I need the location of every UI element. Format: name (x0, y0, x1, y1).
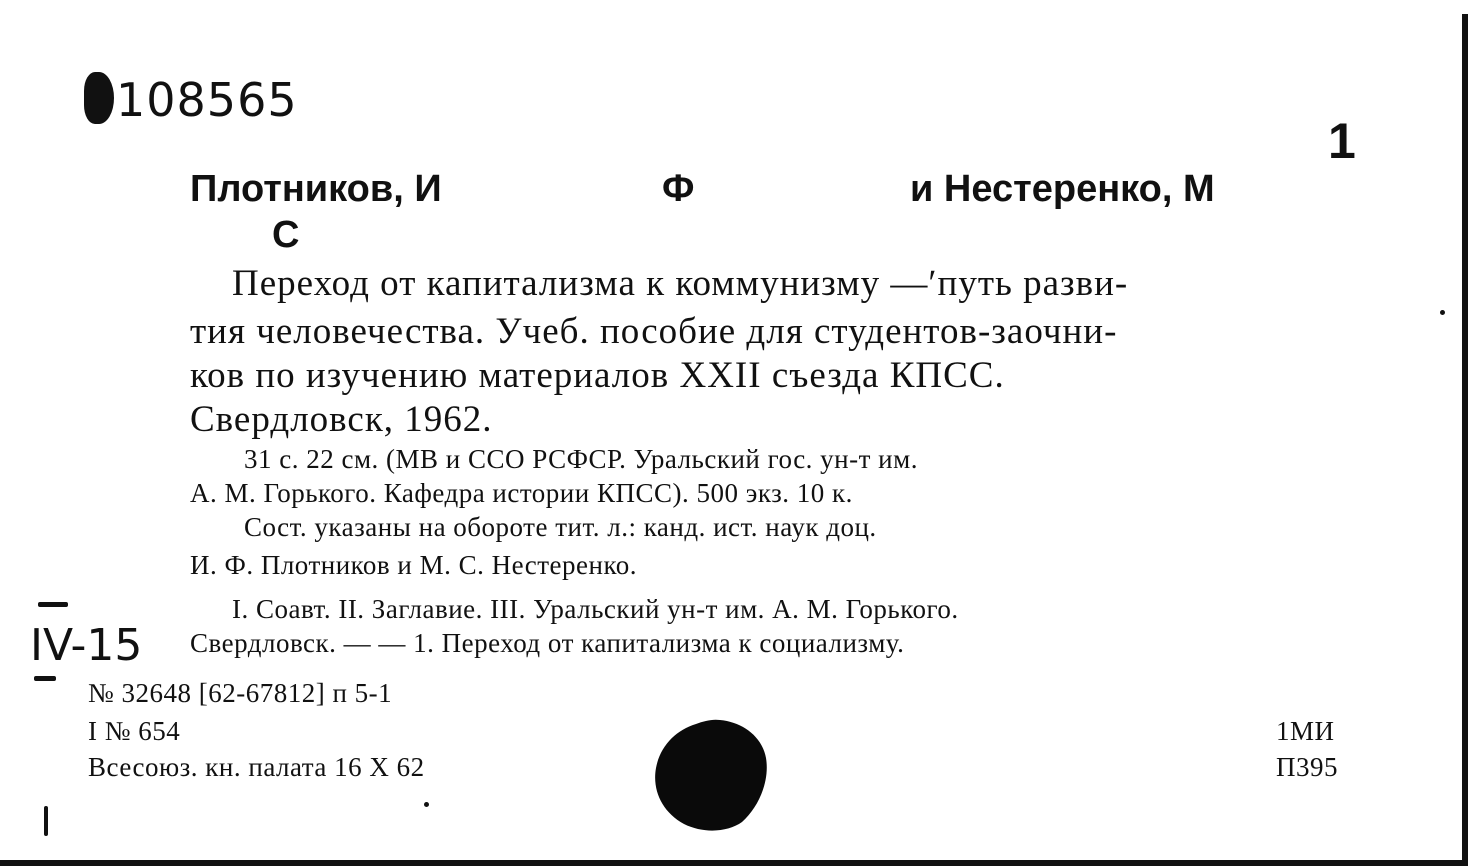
footer-left-line: Всесоюз. кн. палата 16 X 62 (88, 752, 425, 782)
accession-number: 108565 (116, 73, 298, 127)
card-border-bottom (0, 860, 1468, 866)
footer-left-line: № 32648 [62-67812] п 5-1 (88, 678, 393, 708)
title-line: тия человечества. Учеб. пособие для студентов-заочни- (190, 311, 1118, 352)
card-number: 1 (1328, 113, 1356, 169)
ink-blot (650, 716, 770, 834)
note-line: Сост. указаны на обороте тит. л.: канд. ист. наук доц. (244, 512, 877, 542)
note-line: И. Ф. Плотников и М. С. Нестеренко. (190, 550, 637, 580)
footer-right-line: П395 (1276, 752, 1338, 782)
stamp-ink-mark (84, 72, 114, 124)
author-patronymic-initial: Ф (662, 168, 695, 210)
card-border-right (1462, 14, 1468, 860)
handwritten-stroke (44, 806, 48, 836)
handwritten-shelf-mark: IV-15 (30, 620, 143, 671)
accession-stamp (84, 72, 298, 127)
author-surname: Плотников, И (190, 168, 442, 210)
tracing-line: I. Соавт. II. Заглавие. III. Уральский ун-т им. А. М. Горького. (232, 594, 959, 624)
title-line: Свердловск, 1962. (190, 399, 493, 440)
coauthor-name: и Нестеренко, М (910, 168, 1215, 210)
handwritten-dash (38, 602, 68, 607)
footer-right-line: 1МИ (1276, 716, 1335, 746)
speck (1440, 310, 1445, 315)
tracing-line: Свердловск. — — 1. Переход от капитализма к социализму. (190, 628, 905, 658)
handwritten-dash (34, 676, 56, 681)
physical-description-line: А. М. Горького. Кафедра истории КПСС). 500 экз. 10 к. (190, 478, 853, 508)
title-line: ков по изучению материалов XXII съезда КПСС. (190, 355, 1005, 396)
speck (424, 802, 429, 807)
title-line: Переход от капитализма к коммунизму —ʹпуть разви- (232, 263, 1129, 304)
coauthor-patronymic-initial: С (272, 214, 300, 256)
physical-description-line: 31 с. 22 см. (МВ и ССО РСФСР. Уральский гос. ун-т им. (244, 444, 918, 474)
footer-left-line: I № 654 (88, 716, 181, 746)
